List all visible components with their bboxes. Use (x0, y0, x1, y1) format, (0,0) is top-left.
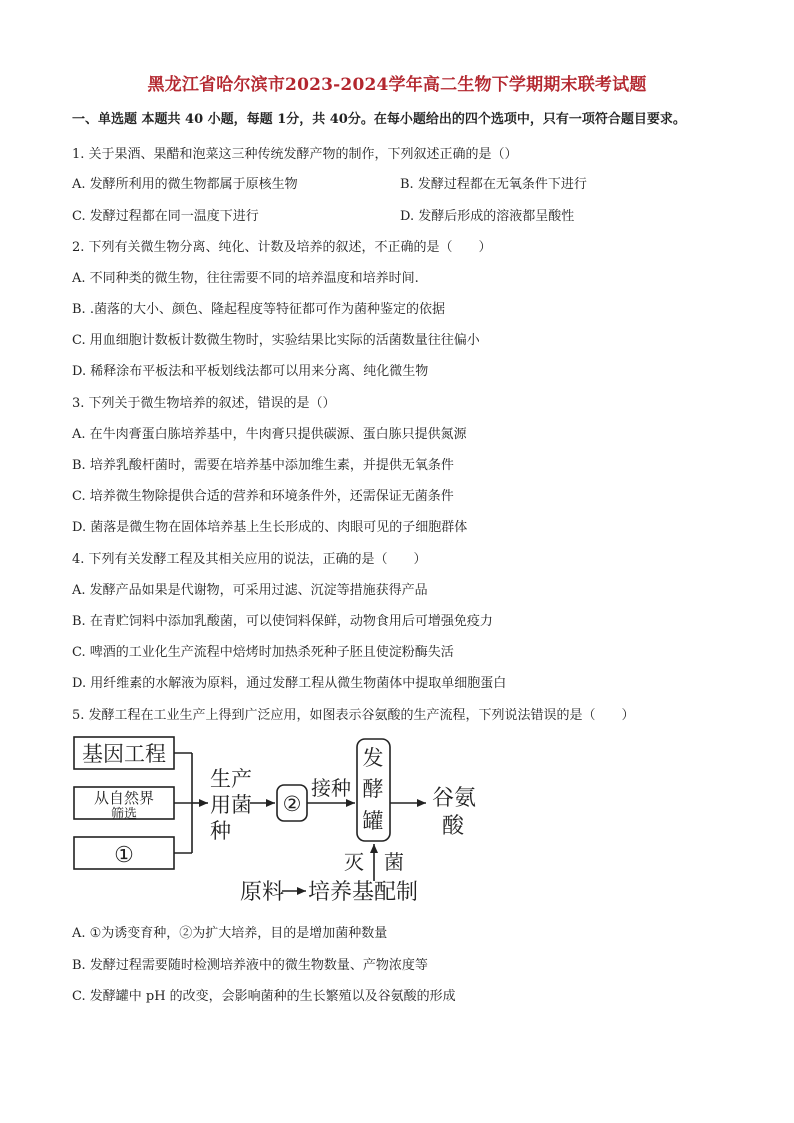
box-gene-engineering-label: 基因工程 (82, 742, 166, 766)
question-5-stem: 5. 发酵工程在工业生产上得到广泛应用，如图表示谷氨酸的生产流程，下列说法错误的是（ ） (72, 708, 635, 723)
strain-label-2: 用菌 (210, 793, 252, 817)
question-4-option-b: B. 在青贮饲料中添加乳酸菌，可以使饲料保鲜，动物食用后可增强免疫力 (72, 614, 493, 629)
page-title: 黑龙江省哈尔滨市2023-2024学年高二生物下学期期末联考试题 (147, 75, 647, 95)
medium-preparation-label: 培养基配制 (308, 880, 419, 905)
tank-label-2: 酵 (362, 777, 384, 801)
question-5-option-a: A. ①为诱变育种，②为扩大培养，目的是增加菌种数量 (72, 926, 388, 941)
product-label-2: 酸 (442, 814, 465, 839)
box-step-2-label: ② (282, 792, 302, 816)
question-3-option-c: C. 培养微生物除提供合适的营养和环境条件外，还需保证无菌条件 (72, 489, 454, 504)
question-2-option-a: A. 不同种类的微生物，往往需要不同的培养温度和培养时间. (72, 271, 419, 286)
section-heading: 一、单选题 本题共 40 小题，每题 1分，共 40分。在每小题给出的四个选项中，只有一项符合题目要求。 (72, 112, 686, 127)
glutamate-production-diagram (72, 733, 532, 905)
question-4-stem: 4. 下列有关发酵工程及其相关应用的说法，正确的是（ ） (72, 552, 427, 567)
question-3-option-d: D. 菌落是微生物在固体培养基上生长形成的、肉眼可见的子细胞群体 (72, 520, 468, 535)
question-5-option-c: C. 发酵罐中 pH 的改变，会影响菌种的生长繁殖以及谷氨酸的形成 (72, 989, 456, 1004)
question-2-stem: 2. 下列有关微生物分离、纯化、计数及培养的叙述，不正确的是（ ） (72, 240, 492, 255)
question-2-option-b: B. .菌落的大小、颜色、隆起程度等特征都可作为菌种鉴定的依据 (72, 302, 445, 317)
question-3-option-b: B. 培养乳酸杆菌时，需要在培养基中添加维生素，并提供无氧条件 (72, 458, 454, 473)
question-3-stem: 3. 下列关于微生物培养的叙述，错误的是（） (72, 396, 336, 411)
question-4-option-c: C. 啤酒的工业化生产流程中焙烤时加热杀死种子胚且使淀粉酶失活 (72, 645, 454, 660)
question-3-option-a: A. 在牛肉膏蛋白胨培养基中，牛肉膏只提供碳源、蛋白胨只提供氮源 (72, 427, 467, 442)
question-1-option-b: B. 发酵过程都在无氧条件下进行 (400, 177, 587, 192)
tank-label-3: 罐 (362, 809, 384, 833)
box-natural-screening-label-2: 筛选 (110, 807, 138, 822)
question-1-option-c: C. 发酵过程都在同一温度下进行 (72, 209, 259, 224)
raw-material-label: 原料 (240, 880, 285, 905)
question-4-option-d: D. 用纤维素的水解液为原料，通过发酵工程从微生物菌体中提取单细胞蛋白 (72, 676, 507, 691)
inoculate-label: 接种 (311, 776, 351, 800)
box-blank-1-label: ① (114, 843, 134, 868)
question-5-option-b: B. 发酵过程需要随时检测培养液中的微生物数量、产物浓度等 (72, 958, 428, 973)
question-4-option-a: A. 发酵产品如果是代谢物，可采用过滤、沉淀等措施获得产品 (72, 583, 428, 598)
product-label-1: 谷氨 (432, 786, 477, 811)
question-2-option-c: C. 用血细胞计数板计数微生物时，实验结果比实际的活菌数量往往偏小 (72, 333, 480, 348)
strain-label-3: 种 (210, 819, 231, 843)
question-1-option-d: D. 发酵后形成的溶液都呈酸性 (400, 209, 575, 224)
strain-label-1: 生产 (210, 767, 252, 791)
sterilize-label: 灭 菌 (344, 850, 404, 874)
question-2-option-d: D. 稀释涂布平板法和平板划线法都可以用来分离、纯化微生物 (72, 364, 429, 379)
question-1-option-a: A. 发酵所利用的微生物都属于原核生物 (72, 177, 298, 192)
question-1-stem: 1. 关于果酒、果醋和泡菜这三种传统发酵产物的制作，下列叙述正确的是（） (72, 147, 518, 162)
box-natural-screening-label-1: 从自然界 (93, 789, 155, 807)
tank-label-1: 发 (362, 746, 384, 770)
